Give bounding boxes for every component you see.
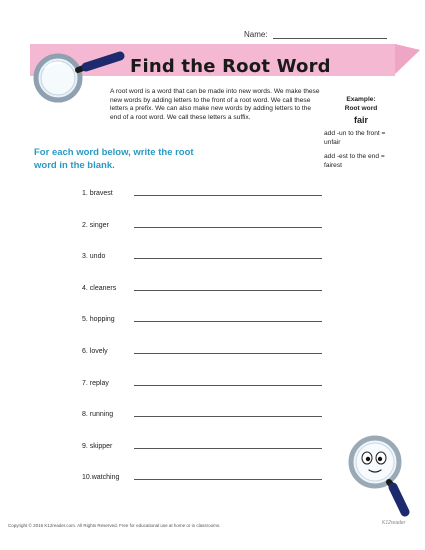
example-suffix-note: add -est to the end = fairest [324,153,385,169]
answer-blank[interactable] [134,416,322,417]
list-item [82,355,322,387]
word-list [82,189,322,481]
copyright-footer: Copyright © 2016 K12reader.com. All Rights Reserved. Free for educational use at home or in classrooms. [8,523,221,528]
list-item [82,229,322,261]
page-title: Find the Root Word [130,56,331,77]
word-label: 7. replay [82,379,109,387]
word-label: 2. singer [82,221,109,229]
word-label: 6. lovely [82,347,108,355]
answer-blank[interactable] [134,290,322,291]
list-item [82,189,322,197]
list-item [82,450,322,482]
answer-blank[interactable] [134,195,322,196]
word-label: 9. skipper [82,442,113,450]
word-label: 5. hopping [82,316,115,324]
list-item [82,323,322,355]
list-item [82,197,322,229]
example-box [324,96,398,176]
example-heading: Example: [346,96,376,103]
word-label: 4. cleaners [82,284,117,292]
word-label: 10.watching [82,474,120,482]
answer-blank[interactable] [134,353,322,354]
list-item [82,292,322,324]
answer-blank[interactable] [134,227,322,228]
k12reader-logo: K12reader [382,520,406,526]
answer-blank[interactable] [134,479,322,480]
list-item [82,387,322,419]
word-label: 3. undo [82,253,106,261]
answer-blank[interactable] [134,448,322,449]
example-prefix-note: add -un to the front = unfair [324,130,386,146]
answer-blank[interactable] [134,321,322,322]
magnifier-character-icon [345,432,410,522]
name-blank[interactable] [273,31,387,39]
answer-blank[interactable] [134,385,322,386]
name-field[interactable] [244,30,387,39]
list-item [82,418,322,450]
word-label: 8. running [82,411,114,419]
name-label: Name: [244,30,268,39]
instructions: For each word below, write the root word in the blank. [34,147,194,171]
example-subheading: Root word [344,104,378,112]
word-label: 1. bravest [82,190,113,197]
intro-paragraph: A root word is a word that can be made into new words. We make these new words by adding letters to the front of a root word. We call these letters a prefix. We can also make new words by adding letters to the end of a root word. We call these letters a suffix. [110,88,320,121]
list-item [82,260,322,292]
example-root-word: fair [353,115,368,125]
answer-blank[interactable] [134,258,322,259]
